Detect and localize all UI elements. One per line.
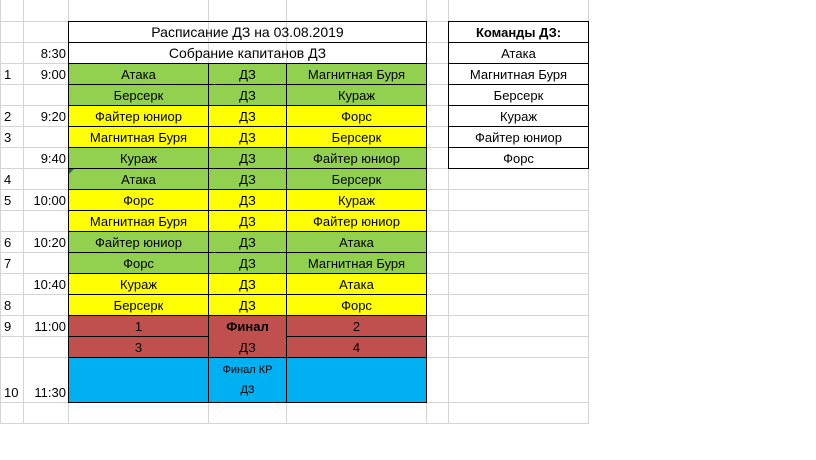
final-place-3-cell[interactable]: 3 xyxy=(68,336,209,358)
time-cell[interactable]: 11:30 xyxy=(34,384,66,400)
zone-cell[interactable]: ДЗ xyxy=(208,231,287,253)
time-cell[interactable] xyxy=(23,168,69,190)
row-number-cell[interactable] xyxy=(0,84,24,106)
team1-cell[interactable]: Форс xyxy=(68,189,209,211)
meeting-cell[interactable]: Собрание капитанов ДЗ xyxy=(68,42,427,64)
team2-cell[interactable]: Берсерк xyxy=(286,168,427,190)
zone-cell[interactable]: ДЗ xyxy=(208,273,287,295)
team2-cell[interactable]: Файтер юниор xyxy=(286,210,427,232)
row-number-cell[interactable]: 4 xyxy=(4,171,12,187)
final-kr-team1-cell[interactable] xyxy=(68,357,209,403)
final-place-1-cell[interactable]: 1 xyxy=(68,315,209,337)
zone-cell[interactable]: ДЗ xyxy=(208,210,287,232)
team-list-item[interactable]: Магнитная Буря xyxy=(448,63,589,85)
comment-indicator-icon xyxy=(69,169,74,174)
row-number-cell[interactable]: 3 xyxy=(4,129,12,145)
final-zone-cell[interactable] xyxy=(208,315,287,358)
zone-cell[interactable]: ДЗ xyxy=(208,63,287,85)
row-number-cell[interactable]: 1 xyxy=(4,66,12,82)
time-cell[interactable]: 11:00 xyxy=(34,318,66,334)
team1-cell[interactable]: Кураж xyxy=(68,273,209,295)
final-kr-zone-cell[interactable] xyxy=(208,357,287,403)
zone-cell[interactable]: ДЗ xyxy=(208,126,287,148)
row-number-cell[interactable]: 2 xyxy=(4,108,12,124)
time-cell[interactable]: 10:00 xyxy=(33,192,66,208)
zone-cell[interactable]: ДЗ xyxy=(208,105,287,127)
zone-cell[interactable]: ДЗ xyxy=(208,189,287,211)
teams-title[interactable]: Команды ДЗ: xyxy=(448,21,589,43)
row-number-cell[interactable]: 9 xyxy=(4,318,12,334)
team-list-item[interactable]: Кураж xyxy=(448,105,589,127)
team2-cell[interactable]: Кураж xyxy=(286,84,427,106)
time-cell[interactable]: 8:30 xyxy=(40,45,66,61)
row-number-cell[interactable]: 6 xyxy=(4,234,12,250)
final-zone-label: ДЗ xyxy=(239,339,256,355)
zone-cell[interactable]: ДЗ xyxy=(208,294,287,316)
team2-cell[interactable]: Форс xyxy=(286,294,427,316)
final-kr-label: Финал КР xyxy=(222,364,273,376)
row-number-cell[interactable] xyxy=(0,210,24,232)
team-list-item[interactable]: Берсерк xyxy=(448,84,589,106)
team-list-item[interactable]: Форс xyxy=(448,147,589,169)
zone-cell[interactable]: ДЗ xyxy=(208,84,287,106)
time-cell[interactable] xyxy=(23,210,69,232)
row-number-cell[interactable]: 8 xyxy=(4,297,12,313)
gridline xyxy=(0,423,588,424)
time-cell[interactable]: 10:20 xyxy=(33,234,66,250)
final-kr-team2-cell[interactable] xyxy=(286,357,427,403)
team1-cell[interactable]: Берсерк xyxy=(68,84,209,106)
team1-cell[interactable]: Магнитная Буря xyxy=(68,126,209,148)
team2-cell[interactable]: Форс xyxy=(286,105,427,127)
time-cell[interactable] xyxy=(23,294,69,316)
team2-cell[interactable]: Атака xyxy=(286,273,427,295)
team-list-item[interactable]: Атака xyxy=(448,42,589,64)
row-number-cell[interactable]: 10 xyxy=(4,384,19,400)
team2-cell[interactable]: Магнитная Буря xyxy=(286,63,427,85)
zone-cell[interactable]: ДЗ xyxy=(208,168,287,190)
team1-cell[interactable]: Кураж xyxy=(68,147,209,169)
time-cell[interactable] xyxy=(23,126,69,148)
final-kr-zone-label: ДЗ xyxy=(240,384,255,396)
time-cell[interactable] xyxy=(23,252,69,274)
time-cell[interactable]: 10:40 xyxy=(33,276,66,292)
final-label: Финал xyxy=(226,318,269,334)
time-cell[interactable]: 9:20 xyxy=(40,108,66,124)
team1-cell[interactable]: Берсерк xyxy=(68,294,209,316)
team2-cell[interactable]: Берсерк xyxy=(286,126,427,148)
row-number-cell[interactable] xyxy=(0,273,24,295)
final-place-4-cell[interactable]: 4 xyxy=(286,336,427,358)
row-number-cell[interactable] xyxy=(0,147,24,169)
row-number-cell[interactable]: 7 xyxy=(4,255,12,271)
team1-cell[interactable]: Магнитная Буря xyxy=(68,210,209,232)
final-place-2-cell[interactable]: 2 xyxy=(286,315,427,337)
time-cell[interactable]: 9:00 xyxy=(40,66,66,82)
team1-cell[interactable]: Файтер юниор xyxy=(68,231,209,253)
team2-cell[interactable]: Атака xyxy=(286,231,427,253)
team1-cell[interactable]: Атака xyxy=(68,63,209,85)
time-cell[interactable]: 9:40 xyxy=(40,150,66,166)
schedule-title[interactable]: Расписание ДЗ на 03.08.2019 xyxy=(68,21,427,43)
team1-cell[interactable]: Форс xyxy=(68,252,209,274)
zone-cell[interactable]: ДЗ xyxy=(208,147,287,169)
time-cell[interactable] xyxy=(23,84,69,106)
team2-cell[interactable]: Файтер юниор xyxy=(286,147,427,169)
team-list-item[interactable]: Файтер юниор xyxy=(448,126,589,148)
team2-cell[interactable]: Кураж xyxy=(286,189,427,211)
team2-cell[interactable]: Магнитная Буря xyxy=(286,252,427,274)
team1-cell[interactable]: Атака xyxy=(68,168,209,190)
row-number-cell[interactable]: 5 xyxy=(4,192,12,208)
zone-cell[interactable]: ДЗ xyxy=(208,252,287,274)
team1-cell[interactable]: Файтер юниор xyxy=(68,105,209,127)
